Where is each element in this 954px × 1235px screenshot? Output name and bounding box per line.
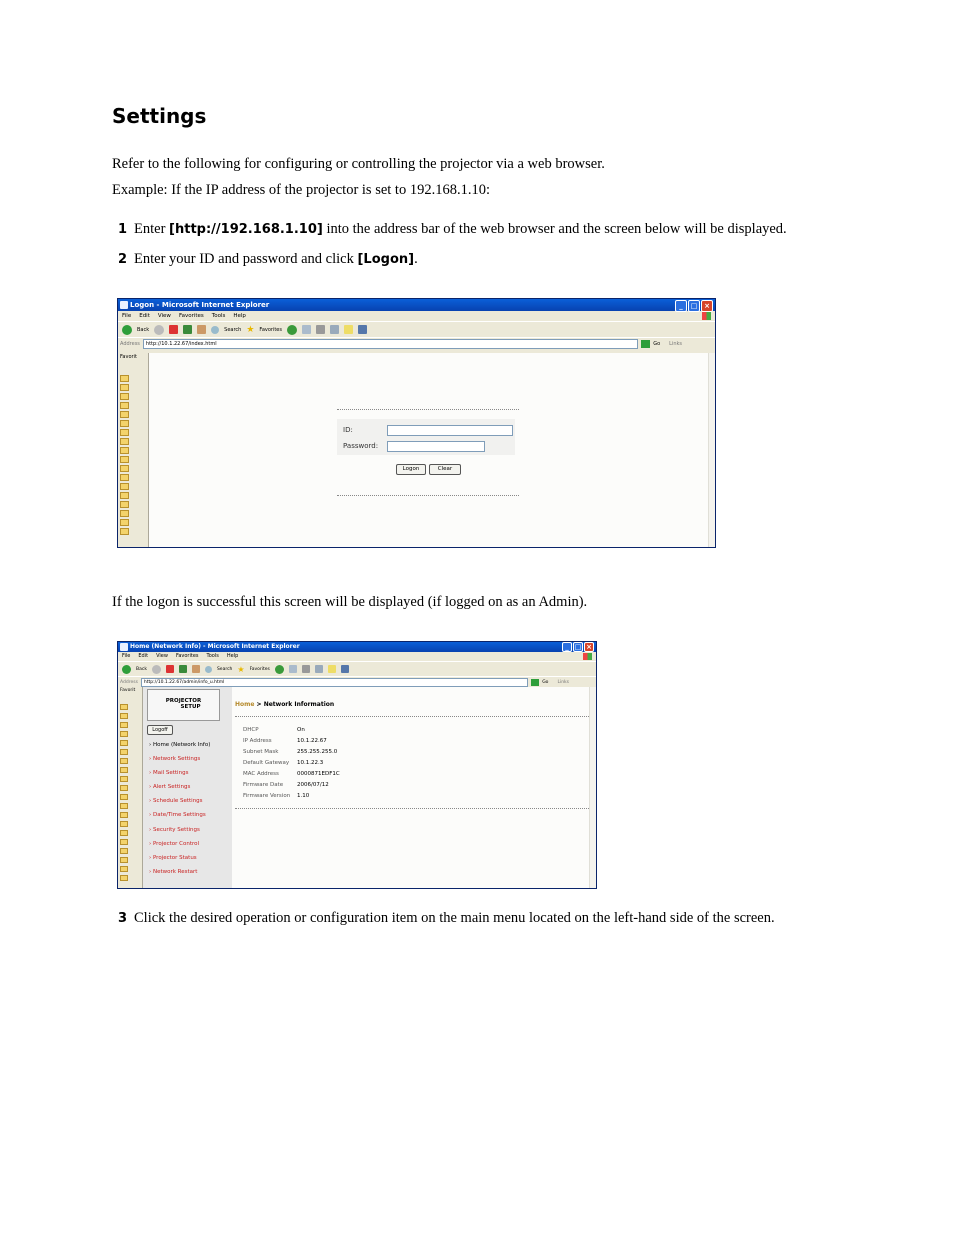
favorites-folder[interactable] xyxy=(120,402,142,409)
favorites-folder[interactable] xyxy=(120,775,138,782)
step-bold: [Logon] xyxy=(357,252,415,267)
print-icon[interactable] xyxy=(316,325,325,334)
search-button[interactable]: Search xyxy=(216,666,233,672)
nav-security-settings[interactable]: › Security Settings xyxy=(149,827,200,833)
search-icon[interactable] xyxy=(205,666,212,673)
divider xyxy=(337,495,519,496)
info-key: MAC Address xyxy=(243,771,279,777)
logo-line-2: SETUP xyxy=(180,704,201,710)
nav-home[interactable]: › Home (Network Info) xyxy=(149,742,211,748)
info-value: 255.255.255.0 xyxy=(297,749,338,755)
info-row-firmware-version xyxy=(243,793,309,799)
breadcrumb xyxy=(235,701,334,708)
info-key: Subnet Mask xyxy=(243,749,279,755)
folder-icon[interactable] xyxy=(344,325,353,334)
nav-label: Network Restart xyxy=(152,869,198,875)
minimize-icon[interactable]: _ xyxy=(562,642,572,652)
messenger-icon[interactable] xyxy=(341,665,349,673)
nav-label: Projector Control xyxy=(152,841,200,847)
projector-setup-logo xyxy=(147,689,220,721)
info-row-dhcp xyxy=(243,727,305,733)
step-text: Click the desired operation or configuration item on the main menu located on the left-hand side of the screen. xyxy=(134,910,775,926)
home-icon[interactable] xyxy=(192,665,200,673)
page-content xyxy=(149,353,715,547)
id-input[interactable] xyxy=(387,425,513,436)
nav-network-restart[interactable]: › Network Restart xyxy=(149,869,198,875)
menu-help[interactable]: Help xyxy=(226,653,239,659)
favorites-folder[interactable] xyxy=(120,757,138,764)
favorites-button[interactable]: Favorites xyxy=(249,666,270,672)
info-key: DHCP xyxy=(243,727,259,733)
favorites-folder[interactable] xyxy=(120,748,138,755)
favorites-folder[interactable] xyxy=(120,483,142,490)
favorites-folder[interactable] xyxy=(120,784,138,791)
back-icon[interactable] xyxy=(122,325,132,335)
window-title: Home (Network Info) - Microsoft Internet Explorer xyxy=(130,643,300,650)
favorites-folder[interactable] xyxy=(120,730,138,737)
minimize-icon[interactable]: _ xyxy=(675,300,687,312)
nav-datetime-settings[interactable]: › Date/Time Settings xyxy=(149,812,206,818)
edit-icon[interactable] xyxy=(315,665,323,673)
title-bar xyxy=(118,299,715,311)
divider xyxy=(235,716,589,717)
step-2 xyxy=(118,251,418,268)
favorites-folder[interactable] xyxy=(120,474,142,481)
favorites-folder[interactable] xyxy=(120,802,138,809)
logoff-button[interactable]: Logoff xyxy=(147,725,173,735)
admin-browser-window xyxy=(117,641,597,889)
nav-label: Date/Time Settings xyxy=(152,812,206,818)
back-button[interactable]: Back xyxy=(137,326,150,333)
star-icon[interactable]: ★ xyxy=(246,324,255,335)
stop-icon[interactable] xyxy=(169,325,178,334)
messenger-icon[interactable] xyxy=(358,325,367,334)
mail-icon[interactable] xyxy=(302,325,311,334)
password-input[interactable] xyxy=(387,441,485,452)
nav-mail-settings[interactable]: › Mail Settings xyxy=(149,770,189,776)
windows-logo-icon xyxy=(702,312,711,320)
nav-label: Home (Network Info) xyxy=(152,742,211,748)
favorites-folder[interactable] xyxy=(120,811,138,818)
forward-icon[interactable] xyxy=(154,325,164,335)
home-icon[interactable] xyxy=(197,325,206,334)
favorites-folder[interactable] xyxy=(120,465,142,472)
menu-view[interactable]: View xyxy=(156,653,168,659)
refresh-icon[interactable] xyxy=(179,665,187,673)
info-row-firmware-date xyxy=(243,782,329,788)
menu-tools[interactable]: Tools xyxy=(206,653,219,659)
vertical-scrollbar[interactable] xyxy=(589,687,596,888)
favorites-folder[interactable] xyxy=(120,820,138,827)
divider xyxy=(235,808,589,809)
favorites-folder[interactable] xyxy=(120,829,138,836)
step-number: 1 xyxy=(118,222,128,237)
favorites-folder[interactable] xyxy=(120,838,138,845)
go-button[interactable]: Go xyxy=(653,340,661,347)
menu-file[interactable]: File xyxy=(122,313,132,319)
address-label: Address xyxy=(120,679,138,685)
favorites-folder[interactable] xyxy=(120,856,138,863)
nav-projector-control[interactable]: › Projector Control xyxy=(149,841,200,847)
address-bar xyxy=(118,337,715,349)
info-row-mac xyxy=(243,771,340,777)
menu-favorites[interactable]: Favorites xyxy=(175,653,199,659)
go-icon[interactable] xyxy=(531,679,539,686)
step-number: 2 xyxy=(118,252,128,267)
favorites-folder[interactable] xyxy=(120,411,142,418)
step-3 xyxy=(118,910,775,927)
info-value: 10.1.22.67 xyxy=(297,738,327,744)
ie-icon xyxy=(120,643,128,651)
star-icon[interactable]: ★ xyxy=(237,664,245,674)
menu-tools[interactable]: Tools xyxy=(211,313,226,319)
menu-edit[interactable]: Edit xyxy=(139,313,150,319)
favorites-folder[interactable] xyxy=(120,847,138,854)
nav-alert-settings[interactable]: › Alert Settings xyxy=(149,784,191,790)
breadcrumb-home[interactable]: Home xyxy=(235,701,255,708)
address-input[interactable]: http://10.1.22.67/admin/info_u.html xyxy=(141,678,528,687)
vertical-scrollbar[interactable] xyxy=(708,353,715,547)
info-key: Firmware Date xyxy=(243,782,284,788)
search-button[interactable]: Search xyxy=(224,326,242,333)
password-label: Password: xyxy=(343,442,379,450)
step-text: into the address bar of the web browser and the screen below will be displayed. xyxy=(322,221,787,237)
info-value: 2006/07/12 xyxy=(297,782,329,788)
mail-icon[interactable] xyxy=(289,665,297,673)
history-icon[interactable] xyxy=(275,665,284,674)
favorites-folder[interactable] xyxy=(120,703,138,710)
breadcrumb-separator: > xyxy=(254,701,264,708)
go-button[interactable]: Go xyxy=(542,679,549,685)
favorites-folder[interactable] xyxy=(120,793,138,800)
address-input[interactable]: http://10.1.22.67/index.html xyxy=(143,339,638,349)
info-value: On xyxy=(297,727,305,733)
nav-schedule-settings[interactable]: › Schedule Settings xyxy=(149,798,203,804)
windows-logo-icon xyxy=(583,653,592,660)
menu-bar xyxy=(118,311,715,321)
clear-button[interactable]: Clear xyxy=(429,464,461,475)
info-value: 10.1.22.3 xyxy=(297,760,324,766)
search-icon[interactable] xyxy=(211,326,219,334)
address-label: Address xyxy=(120,340,140,347)
history-icon[interactable] xyxy=(287,325,297,335)
logon-browser-window xyxy=(117,298,716,548)
favorites-folder[interactable] xyxy=(120,766,138,773)
nav-label: Mail Settings xyxy=(152,770,189,776)
close-icon[interactable]: × xyxy=(584,642,594,652)
forward-icon[interactable] xyxy=(152,665,161,674)
favorites-folder[interactable] xyxy=(120,420,142,427)
step-1 xyxy=(118,221,787,238)
step-bold: [http://192.168.1.10] xyxy=(169,222,323,237)
id-label: ID: xyxy=(343,426,353,434)
stop-icon[interactable] xyxy=(166,665,174,673)
favorites-header: Favorit xyxy=(120,688,136,693)
links-label[interactable]: Links xyxy=(557,679,569,685)
step-number: 3 xyxy=(118,911,128,926)
favorites-folder[interactable] xyxy=(120,456,142,463)
favorites-folder[interactable] xyxy=(120,492,142,499)
info-key: IP Address xyxy=(243,738,272,744)
favorites-folder[interactable] xyxy=(120,528,142,535)
intro-line-2: Example: If the IP address of the projector is set to 192.168.1.10: xyxy=(112,182,490,198)
page-heading: Settings xyxy=(112,104,207,128)
favorites-pane xyxy=(118,687,143,888)
page-content xyxy=(143,687,596,888)
step-text: . xyxy=(414,251,418,267)
favorites-folder[interactable] xyxy=(120,865,138,872)
refresh-icon[interactable] xyxy=(183,325,192,334)
logon-success-text: If the logon is successful this screen will be displayed (if logged on as an Admin). xyxy=(112,594,588,610)
favorites-header: Favorit xyxy=(120,354,137,360)
links-label[interactable]: Links xyxy=(669,340,682,347)
info-value: 1.10 xyxy=(297,793,310,799)
info-row-ip xyxy=(243,738,327,744)
info-key: Default Gateway xyxy=(243,760,290,766)
toolbar xyxy=(118,321,715,337)
nav-label: Network Settings xyxy=(152,756,201,762)
ie-icon xyxy=(120,301,128,309)
nav-projector-status[interactable]: › Projector Status xyxy=(149,855,197,861)
favorites-folder[interactable] xyxy=(120,721,138,728)
edit-icon[interactable] xyxy=(330,325,339,334)
print-icon[interactable] xyxy=(302,665,310,673)
info-row-gateway xyxy=(243,760,323,766)
folder-icon[interactable] xyxy=(328,665,336,673)
favorites-pane xyxy=(118,353,149,547)
back-button[interactable]: Back xyxy=(136,666,147,672)
window-title: Logon - Microsoft Internet Explorer xyxy=(130,301,270,309)
favorites-folder[interactable] xyxy=(120,375,142,382)
divider xyxy=(337,409,519,410)
favorites-folder[interactable] xyxy=(120,519,142,526)
info-row-subnet xyxy=(243,749,337,755)
menu-file[interactable]: File xyxy=(122,653,131,659)
favorites-folder[interactable] xyxy=(120,501,142,508)
menu-help[interactable]: Help xyxy=(233,313,246,319)
nav-label: Projector Status xyxy=(152,855,197,861)
main-menu-pane xyxy=(143,687,232,888)
favorites-folder[interactable] xyxy=(120,874,138,881)
menu-bar xyxy=(118,652,596,661)
step-text: Enter xyxy=(134,221,170,237)
favorites-folder[interactable] xyxy=(120,438,142,445)
menu-favorites[interactable]: Favorites xyxy=(178,313,204,319)
menu-view[interactable]: View xyxy=(157,313,171,319)
close-icon[interactable]: × xyxy=(701,300,713,312)
favorites-folder[interactable] xyxy=(120,712,138,719)
favorites-folder[interactable] xyxy=(120,384,142,391)
go-icon[interactable] xyxy=(641,340,650,348)
info-key: Firmware Version xyxy=(243,793,291,799)
intro-line-1: Refer to the following for configuring or controlling the projector via a web browser. xyxy=(112,156,605,172)
maximize-icon[interactable]: □ xyxy=(688,300,700,312)
favorites-button[interactable]: Favorites xyxy=(259,326,282,333)
favorites-folder[interactable] xyxy=(120,510,142,517)
logon-button[interactable]: Logon xyxy=(396,464,426,475)
nav-label: Security Settings xyxy=(152,827,200,833)
breadcrumb-current: Network Information xyxy=(263,701,335,708)
nav-network-settings[interactable]: › Network Settings xyxy=(149,756,201,762)
favorites-folder[interactable] xyxy=(120,429,142,436)
favorites-folder[interactable] xyxy=(120,447,142,454)
nav-label: Alert Settings xyxy=(152,784,191,790)
nav-label: Schedule Settings xyxy=(152,798,203,804)
info-value: 0000871EDF1C xyxy=(297,771,340,777)
title-bar xyxy=(118,642,596,652)
logo-line-1: PROJECTOR xyxy=(165,698,202,704)
toolbar xyxy=(118,661,596,676)
favorites-folder[interactable] xyxy=(120,739,138,746)
menu-edit[interactable]: Edit xyxy=(138,653,149,659)
back-icon[interactable] xyxy=(122,665,131,674)
step-text: Enter your ID and password and click xyxy=(134,251,358,267)
favorites-folder[interactable] xyxy=(120,393,142,400)
address-bar xyxy=(118,676,596,687)
maximize-icon[interactable]: □ xyxy=(574,643,582,651)
